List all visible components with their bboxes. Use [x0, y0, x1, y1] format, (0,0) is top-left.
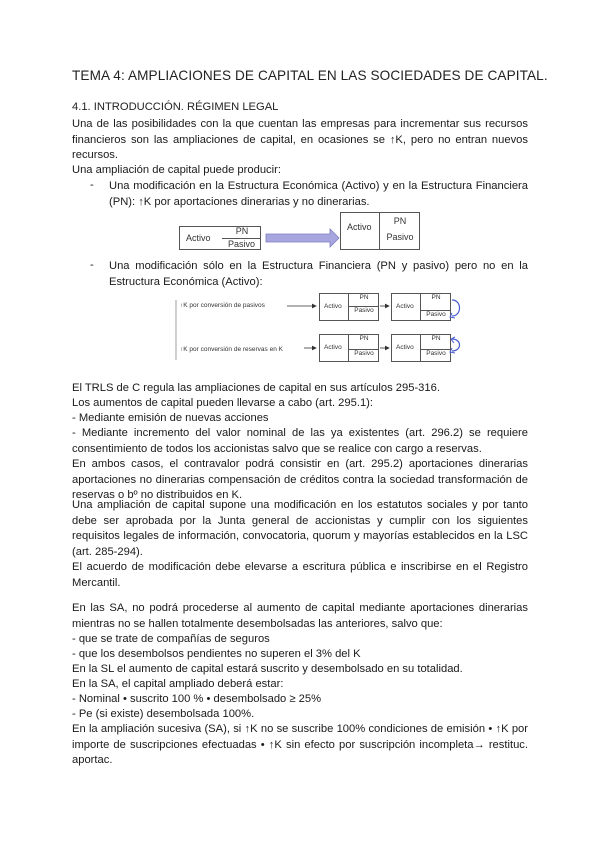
- pasivo-label: Pasivo: [349, 306, 379, 314]
- para-sucesiva: En la ampliación sucesiva (SA), si ↑K no se suscribe 100% condiciones de emisión • ↑K por importe de suscripciones efectuadas • ↑K sin efecto por suscripción incompleta→ restituc. aportac.: [72, 723, 528, 767]
- pasivo-label: Pasivo: [421, 310, 451, 318]
- pn-label: PN: [393, 216, 407, 226]
- para-seguros: - que se trate de compañías de seguros: [72, 633, 270, 645]
- para-pe: - Pe (si existe) desembolsada 100%.: [72, 708, 255, 720]
- curve-arrow-2-head: [451, 337, 455, 343]
- transform-arrow: [266, 229, 339, 247]
- activo-label: Activo: [324, 303, 342, 310]
- section-heading: 4.1. INTRODUCCIÓN. RÉGIMEN LEGAL: [72, 101, 279, 113]
- curve-arrow-2: [452, 339, 460, 351]
- para-sa-capital: En la SA, el capital ampliado deberá estar:: [72, 678, 284, 690]
- para-incremento: - Mediante incremento del valor nominal de las ya existentes (art. 296.2) se requiere consentimiento de todos los accionistas salvo que se realice con cargo a reservas.: [72, 427, 528, 455]
- para-sa: En las SA, no podrá procederse al aumento de capital mediante aportaciones dinerarias mientras no se hallen totalmente desembolsadas las anteriores, salvo que:: [72, 602, 528, 630]
- para-acuerdo: El acuerdo de modificación debe elevarse a escritura pública e inscribirse en el Registro Mercantil.: [72, 561, 528, 589]
- row1-label: ↑K por conversión de pasivos: [180, 302, 265, 309]
- intro-paragraph: Una de las posibilidades con la que cuentan las empresas para incrementar sus recursos financieros son las ampliaciones de capital, en ocasiones se ↑K, pero no entran nuevos recursos.: [72, 118, 528, 162]
- pasivo-label: Pasivo: [421, 349, 451, 357]
- producir-line: Una ampliación de capital puede producir:: [72, 164, 281, 176]
- para-modificacion: Una ampliación de capital supone una modificación en los estatutos sociales y por tanto debe ser aprobada por la Junta general de accionistas y cumplir con los siguientes requisitos legales de información, convocatoria, quorum y mayorías establecidos en la LSC (art. 285-294).: [72, 499, 528, 558]
- bullet-1: Una modificación en la Estructura Económica (Activo) y en la Estructura Financiera (PN): ↑K por aportaciones dinerarias y no dinerarias.: [109, 180, 528, 208]
- para-contravalor: En ambos casos, el contravalor podrá consistir en (art. 295.2) aportaciones dinerarias aportaciones no dinerarias compensación de créditos contra la sociedad transformación de reservas o bº no distribuidos en K.: [72, 458, 528, 502]
- bullet-2: Una modificación sólo en la Estructura Financiera (PN y pasivo) pero no en la Estructura Económica (Activo):: [109, 260, 528, 288]
- curve-arrow-1: [452, 300, 460, 316]
- para-emision: - Mediante emisión de nuevas acciones: [72, 412, 269, 424]
- activo-label: Activo: [396, 303, 414, 310]
- pn-label: PN: [431, 335, 441, 342]
- bullet-dash: -: [90, 259, 94, 271]
- activo-label: Activo: [347, 222, 372, 232]
- para-aumentos: Los aumentos de capital pueden llevarse a cabo (art. 295.1):: [72, 397, 374, 409]
- para-desembolsos: - que los desembolsos pendientes no superen el 3% del K: [72, 648, 361, 660]
- pn-label: PN: [359, 294, 369, 301]
- para-nominal: - Nominal • suscrito 100 % • desembolsado ≥ 25%: [72, 693, 322, 705]
- row2-label: ↑K por conversión de reservas en K: [180, 346, 283, 353]
- pasivo-label: Pasivo: [349, 349, 379, 357]
- activo-label: Activo: [186, 233, 211, 243]
- page-title: TEMA 4: AMPLIACIONES DE CAPITAL EN LAS SOCIEDADES DE CAPITAL.: [72, 68, 548, 83]
- pn-label: PN: [235, 226, 249, 236]
- pn-label: PN: [431, 294, 441, 301]
- bullet-dash: -: [90, 179, 94, 191]
- para-trls: El TRLS de C regula las ampliaciones de capital en sus artículos 295-316.: [72, 382, 440, 394]
- pn-label: PN: [359, 335, 369, 342]
- para-sl: En la SL el aumento de capital estará suscrito y desembolsado en su totalidad.: [72, 663, 463, 675]
- activo-label: Activo: [396, 344, 414, 351]
- pasivo-label: Pasivo: [386, 232, 414, 242]
- activo-label: Activo: [324, 344, 342, 351]
- pasivo-label: Pasivo: [222, 238, 261, 249]
